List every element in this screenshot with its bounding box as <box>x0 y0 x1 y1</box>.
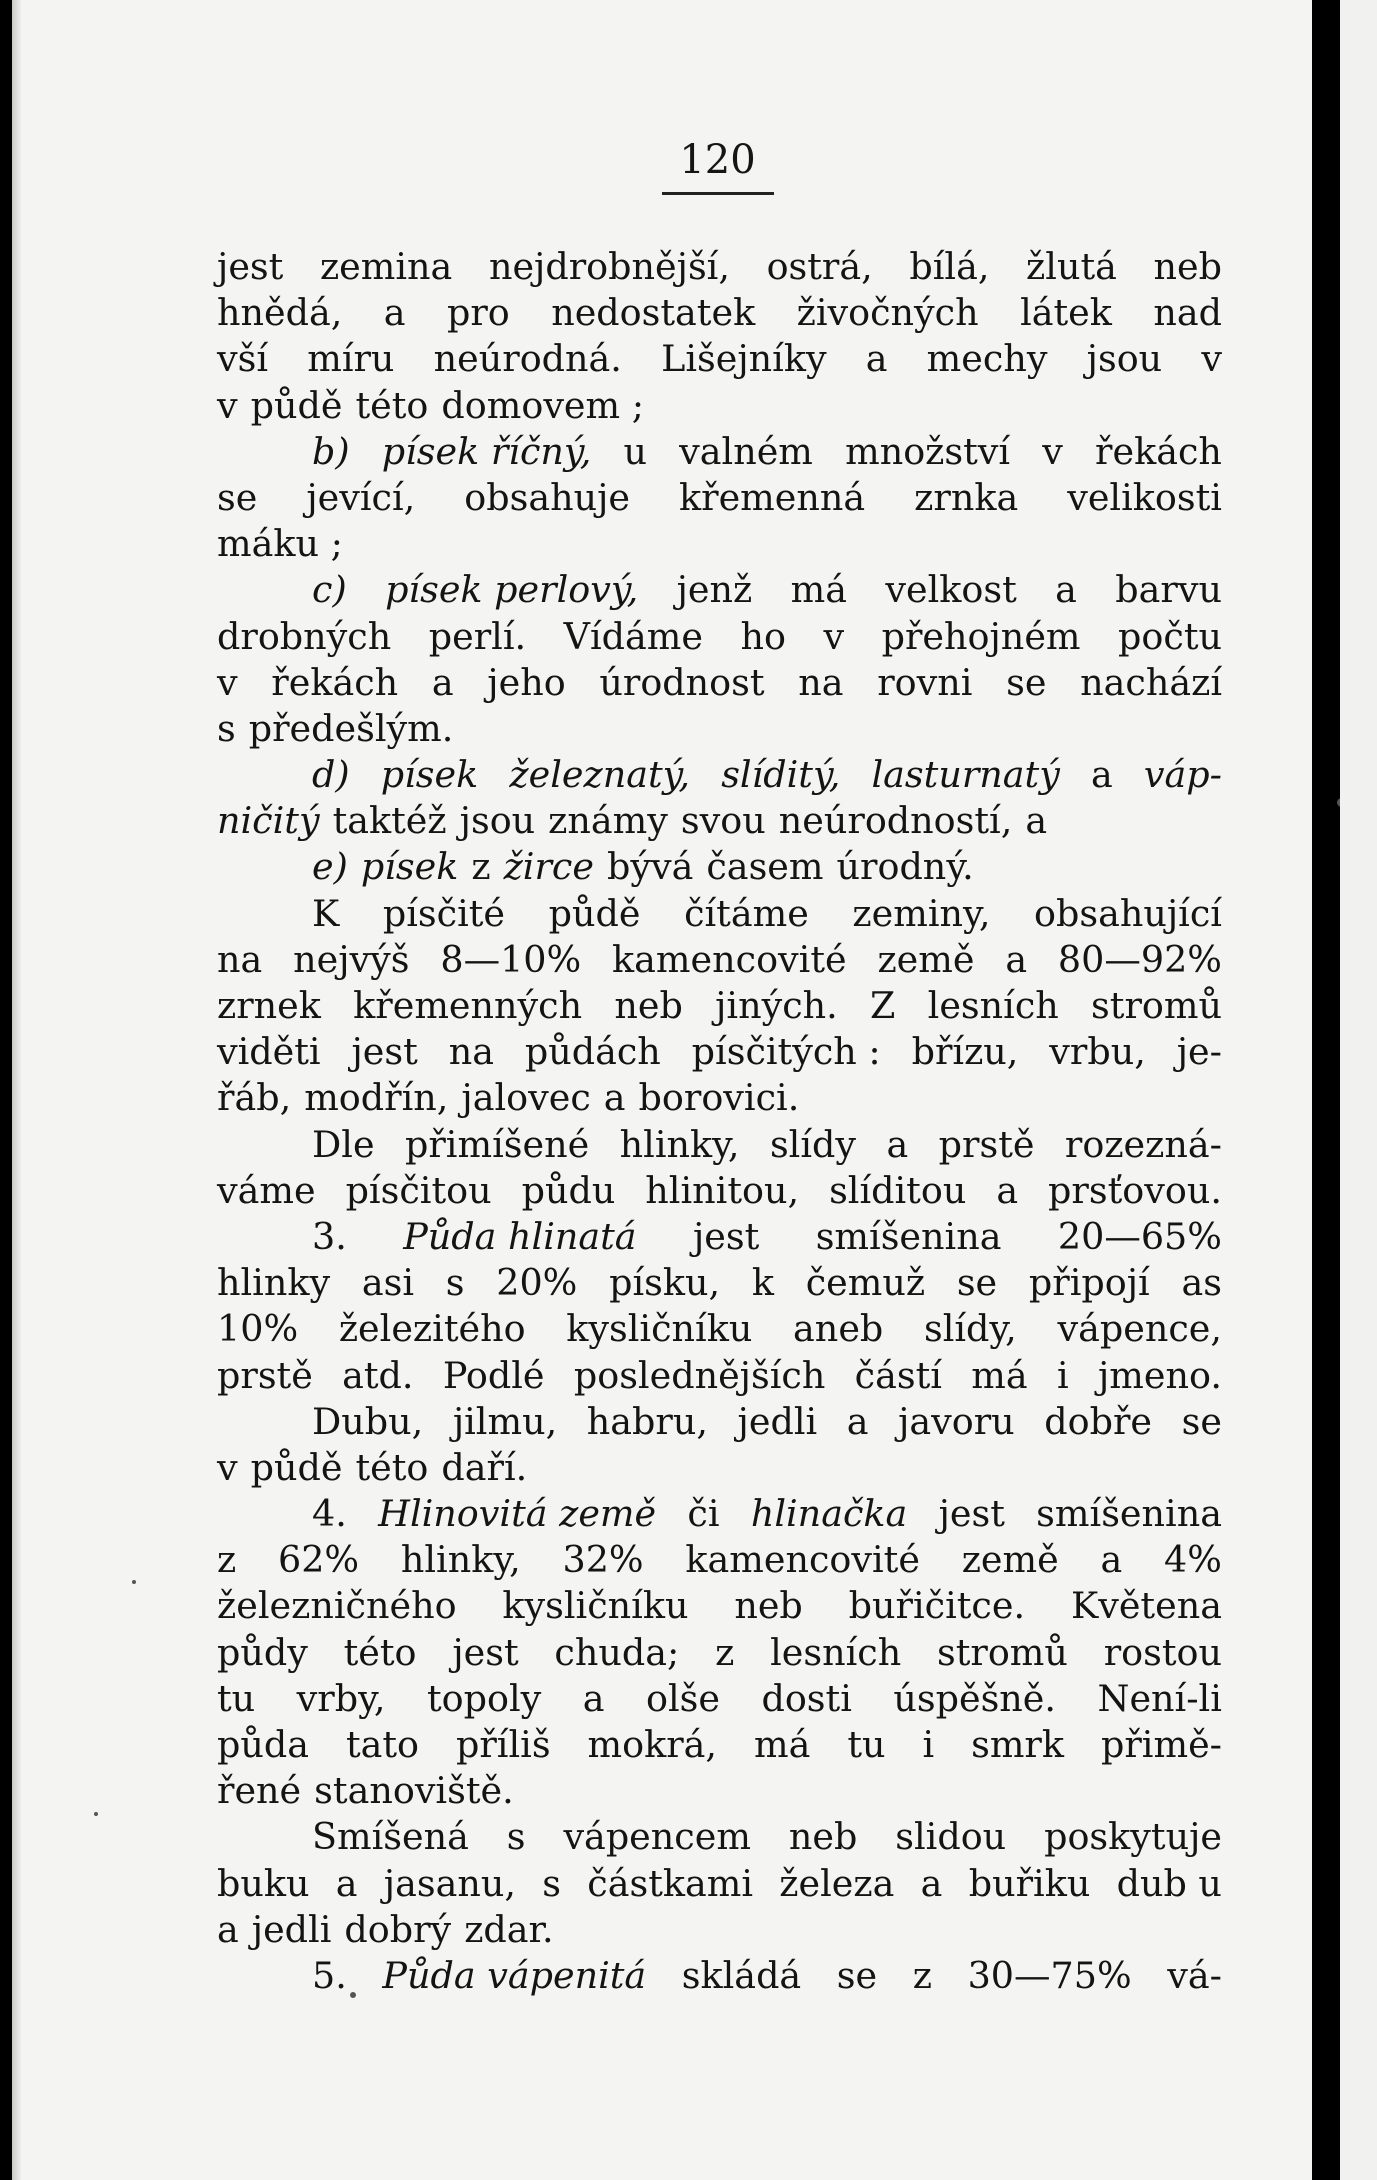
word: poskytuje <box>1044 1815 1222 1859</box>
word: a <box>996 1168 1019 1212</box>
word: úrodný. <box>836 845 974 889</box>
word: stromů <box>936 1630 1068 1674</box>
word: kysličníku <box>502 1584 689 1628</box>
word: řekách <box>1095 429 1222 473</box>
word: buřiku <box>968 1861 1091 1905</box>
text-line <box>217 614 1222 660</box>
text-line <box>217 1907 1222 1953</box>
word: a <box>217 1907 239 1951</box>
text-line <box>217 1075 1222 1121</box>
word: se <box>836 1953 878 1997</box>
word: vrby, <box>296 1676 386 1720</box>
word: asi <box>361 1261 415 1305</box>
word: na <box>217 937 263 981</box>
word: míru <box>307 337 395 381</box>
word: v <box>823 614 845 658</box>
word: jasanu, <box>383 1861 516 1905</box>
word: čítáme <box>684 891 809 935</box>
word: lesních <box>770 1630 902 1674</box>
word: javoru <box>898 1399 1015 1443</box>
word: půdě <box>250 383 343 427</box>
word: Podlé <box>442 1353 545 1397</box>
word: křemenných <box>353 984 583 1027</box>
word: valném <box>679 429 813 473</box>
text-line <box>217 1306 1222 1352</box>
word: neb <box>614 984 683 1027</box>
word: řekách <box>271 660 399 704</box>
word: Hlinovitá země <box>378 1492 657 1536</box>
word: vší <box>217 337 269 381</box>
word: i <box>922 1723 935 1766</box>
word: písek <box>360 845 459 889</box>
word: z <box>715 1630 735 1674</box>
word: jedli <box>251 1907 332 1951</box>
word: velkost <box>885 568 1017 612</box>
word: řáb, <box>217 1076 292 1120</box>
word: z <box>471 845 491 889</box>
word: topoly <box>426 1676 542 1720</box>
word: poslednějších <box>573 1353 826 1397</box>
word: jenž <box>676 568 753 612</box>
text-line <box>217 1630 1222 1676</box>
text-line <box>217 1953 1222 1999</box>
word: skládá <box>681 1953 802 1997</box>
text-line <box>217 475 1222 521</box>
word: zrnek <box>217 984 321 1027</box>
word: země <box>961 1538 1059 1582</box>
word: rovni <box>877 660 973 704</box>
word: as <box>1181 1261 1222 1305</box>
word: jest <box>452 1630 519 1674</box>
word: má <box>753 1723 811 1766</box>
word: dobrý <box>344 1907 452 1951</box>
word: půda <box>217 1723 309 1766</box>
word: váme <box>217 1168 316 1212</box>
word: barvu <box>1115 568 1222 612</box>
word: jiných. <box>715 984 838 1027</box>
word: perlí. <box>428 614 527 658</box>
word: nejdrobnější, <box>488 245 730 288</box>
word: Květena <box>1070 1584 1222 1628</box>
word: viděti <box>217 1030 321 1074</box>
word: kysličníku <box>566 1307 753 1351</box>
word: slidou <box>895 1815 1007 1859</box>
word: písčitých : <box>691 1030 881 1074</box>
word: buřičitce. <box>848 1584 1026 1628</box>
word: 10% <box>217 1307 299 1351</box>
text-line <box>217 1861 1222 1907</box>
word: nejvýš <box>293 937 410 981</box>
word: a <box>335 1861 358 1905</box>
word: a <box>582 1676 605 1720</box>
word: půdách <box>524 1030 661 1074</box>
word: neúrodností, <box>778 799 1013 843</box>
word: písek perlový, <box>385 568 639 612</box>
word: svou <box>680 799 766 843</box>
word: neb <box>1153 245 1222 288</box>
word: a <box>865 337 888 381</box>
word: Dubu, <box>312 1399 424 1443</box>
word: písčitou <box>345 1168 492 1212</box>
text-line <box>217 1029 1222 1075</box>
text-line <box>217 660 1222 706</box>
word: břízu, <box>911 1030 1019 1074</box>
word: v <box>217 1445 238 1489</box>
word: Smíšená <box>312 1815 469 1859</box>
word: čemuž <box>805 1261 926 1305</box>
text-line <box>217 752 1222 798</box>
word: se <box>1181 1399 1222 1443</box>
word: Není-li <box>1097 1676 1222 1720</box>
word: buku <box>217 1861 310 1905</box>
word: 32% <box>562 1538 644 1582</box>
word: Z <box>870 984 896 1027</box>
word: železnatý, <box>509 753 691 797</box>
word: vrbu, <box>1049 1030 1146 1074</box>
word: a <box>383 291 406 335</box>
word: pro <box>446 291 510 335</box>
word: nachází <box>1080 660 1222 704</box>
word: ostrá, <box>766 245 873 288</box>
paper-speck <box>94 1812 98 1816</box>
text-line <box>217 429 1222 475</box>
book-page <box>12 0 1312 2180</box>
word: slíditý, <box>721 753 841 797</box>
word: modřín, <box>304 1076 449 1120</box>
text-line <box>217 383 1222 429</box>
word: přimíšené <box>404 1122 590 1166</box>
word: počtu <box>1118 614 1222 658</box>
word: vá- <box>1167 1953 1222 1997</box>
word: živočných <box>796 291 979 335</box>
word: smíšenina <box>815 1214 1002 1258</box>
word: tato <box>345 1723 420 1766</box>
text-line <box>217 521 1222 567</box>
word: úrodnost <box>599 660 765 704</box>
word: křemenná <box>679 475 866 519</box>
word: písek říčný, <box>381 429 592 473</box>
text-line <box>217 1445 1222 1491</box>
word: K <box>312 891 340 935</box>
word: neb <box>734 1584 803 1628</box>
word: drobných <box>217 614 392 658</box>
word: půdy <box>217 1630 308 1674</box>
word: mechy <box>926 337 1048 381</box>
word: písčité <box>382 891 506 935</box>
word: zrnka <box>914 475 1019 519</box>
word: se <box>217 475 258 519</box>
word: jilmu, <box>452 1399 558 1443</box>
text-line <box>217 1168 1222 1214</box>
word: půdě <box>548 891 641 935</box>
word: rostou <box>1103 1630 1222 1674</box>
word: ničitý <box>217 799 320 843</box>
word: smíšenina <box>1036 1492 1222 1536</box>
word: dobře <box>1044 1399 1153 1443</box>
word: země <box>877 937 975 981</box>
word: železitého <box>338 1307 526 1351</box>
word: tu <box>217 1676 256 1720</box>
word: částí <box>854 1353 942 1397</box>
word: z <box>217 1538 237 1582</box>
word: vápencem <box>563 1815 751 1859</box>
word: dub u <box>1116 1861 1222 1905</box>
word: b) <box>312 429 350 473</box>
text-line <box>217 1399 1222 1445</box>
word: prstě <box>217 1353 313 1397</box>
word: 20% <box>496 1261 578 1305</box>
word: této <box>343 1630 417 1674</box>
text-line <box>217 798 1222 844</box>
word: a <box>1091 753 1113 797</box>
word: jsou <box>459 799 536 843</box>
text-line <box>217 1214 1222 1260</box>
page-number-underline <box>662 192 774 195</box>
word: jest <box>692 1214 760 1258</box>
word: příliš <box>455 1723 551 1766</box>
word: aneb <box>793 1307 884 1351</box>
word: a <box>1025 799 1048 843</box>
word: stanoviště. <box>314 1769 514 1813</box>
word: zeminy, <box>852 891 991 935</box>
word: jmeno. <box>1097 1353 1222 1397</box>
word: připojí <box>1028 1261 1150 1305</box>
word: kamencovité <box>685 1538 920 1582</box>
word: je- <box>1176 1030 1222 1074</box>
word: písku, <box>609 1261 721 1305</box>
text-line <box>217 1583 1222 1629</box>
word: a <box>886 1122 909 1166</box>
word: jest <box>217 245 284 288</box>
word: slídy <box>769 1122 857 1166</box>
word: taktéž <box>332 799 447 843</box>
word: bílá, <box>909 245 990 288</box>
word: i <box>1056 1353 1069 1397</box>
word: v <box>217 383 238 427</box>
text-line <box>217 706 1222 752</box>
word: bývá <box>606 845 694 889</box>
word: 62% <box>277 1538 360 1582</box>
word: váp- <box>1143 753 1222 797</box>
word: e) <box>312 845 348 889</box>
word: habru, <box>586 1399 708 1443</box>
word: půdu <box>521 1168 616 1212</box>
word: částkami <box>587 1861 754 1905</box>
word: tu <box>847 1723 886 1766</box>
text-line <box>217 1353 1222 1399</box>
word: nedostatek <box>551 291 756 335</box>
word: u <box>623 429 647 473</box>
text-line <box>217 290 1222 336</box>
word: jalovec <box>461 1076 591 1120</box>
word: zdar. <box>464 1907 554 1951</box>
word: borovici. <box>638 1076 800 1120</box>
word: smrk <box>971 1723 1065 1766</box>
word: žlutá <box>1026 245 1117 288</box>
word: 80—92% <box>1057 937 1222 981</box>
word: olše <box>645 1676 720 1720</box>
word: chuda; <box>554 1630 680 1674</box>
text-line <box>217 567 1222 613</box>
text-line <box>217 983 1222 1029</box>
word: množství <box>845 429 1011 473</box>
word: jsou <box>1086 337 1163 381</box>
word: jevící, <box>306 475 416 519</box>
text-line <box>217 1537 1222 1583</box>
word: lasturnatý <box>871 753 1060 797</box>
word: 3. <box>312 1214 347 1258</box>
text-line <box>217 1722 1222 1768</box>
word: c) <box>312 568 347 612</box>
word: 5. <box>312 1953 347 1997</box>
word: slídy, <box>923 1307 1017 1351</box>
word: úspěšně. <box>893 1676 1057 1720</box>
text-line <box>217 1676 1222 1722</box>
word: předešlým. <box>248 706 454 750</box>
text-line <box>217 1491 1222 1537</box>
word: daří. <box>441 1445 528 1489</box>
word: časem <box>706 845 824 889</box>
word: atd. <box>342 1353 414 1397</box>
word: hnědá, <box>217 291 343 335</box>
word: rozezná- <box>1064 1122 1222 1166</box>
body-text <box>217 244 1222 1999</box>
word: domovem ; <box>441 383 645 427</box>
word: známy <box>548 799 668 843</box>
word: a <box>1100 1538 1123 1582</box>
word: obsahující <box>1034 891 1222 935</box>
word: 20—65% <box>1057 1214 1222 1258</box>
paper-speck <box>132 1580 136 1584</box>
word: k <box>751 1261 774 1305</box>
word: neúrodná. <box>433 337 622 381</box>
word: této <box>355 383 429 427</box>
word: 4. <box>312 1492 347 1536</box>
word: této <box>355 1445 429 1489</box>
word: z <box>912 1953 932 1997</box>
word: hlinky, <box>619 1122 740 1166</box>
word: na <box>448 1030 494 1074</box>
text-line <box>217 937 1222 983</box>
word: a <box>1055 568 1077 612</box>
text-line <box>217 1122 1222 1168</box>
word: přimě- <box>1100 1723 1222 1766</box>
word: d) <box>312 753 350 797</box>
word: má <box>971 1353 1028 1397</box>
word: velikosti <box>1067 475 1222 519</box>
word: s <box>217 706 236 750</box>
word: mokrá, <box>587 1723 718 1766</box>
word: železničného <box>217 1584 457 1628</box>
word: s <box>506 1815 526 1859</box>
word: v <box>1042 429 1063 473</box>
word: se <box>1006 660 1047 704</box>
word: zemina <box>319 245 453 288</box>
word: Lišejníky <box>661 337 827 381</box>
word: jeho <box>487 660 566 704</box>
word: řené <box>217 1769 302 1813</box>
word: má <box>790 568 847 612</box>
paper-speck <box>350 1992 356 1998</box>
word: hlinitou, <box>645 1168 800 1212</box>
word: hlinky, <box>400 1538 521 1582</box>
word: 8—10% <box>440 937 582 981</box>
word: žirce <box>503 845 594 889</box>
page-number: 120 <box>679 137 756 183</box>
word: 30—75% <box>967 1953 1132 1997</box>
word: v <box>1201 337 1222 381</box>
text-line <box>217 336 1222 382</box>
next-page-edge <box>1340 0 1377 2180</box>
word: dosti <box>761 1676 852 1720</box>
word: Půda hlinatá <box>403 1214 637 1258</box>
word: či <box>687 1492 720 1536</box>
word: látek <box>1020 291 1112 335</box>
word: a <box>920 1861 943 1905</box>
text-line <box>217 244 1222 290</box>
word: jest <box>351 1030 418 1074</box>
text-line <box>217 1768 1222 1814</box>
word: vápence, <box>1057 1307 1222 1351</box>
word: s <box>445 1261 465 1305</box>
word: na <box>798 660 844 704</box>
word: lesních <box>927 984 1059 1027</box>
word: ho <box>740 614 786 658</box>
text-line <box>217 1260 1222 1306</box>
word: a <box>603 1076 626 1120</box>
text-line <box>217 1814 1222 1860</box>
word: kamencovité <box>612 937 847 981</box>
word: v <box>217 660 238 704</box>
word: přehojném <box>881 614 1081 658</box>
word: hlinky <box>217 1261 331 1305</box>
word: Vídáme <box>563 614 703 658</box>
text-line <box>217 844 1222 890</box>
word: a <box>1005 937 1028 981</box>
word: neb <box>788 1815 858 1859</box>
word: jest <box>938 1492 1005 1536</box>
word: nad <box>1153 291 1222 335</box>
word: jedli <box>737 1399 818 1443</box>
word: železa <box>779 1861 895 1905</box>
word: slíditou <box>829 1168 967 1212</box>
word: hlinačka <box>750 1492 908 1536</box>
word: písek <box>380 753 479 797</box>
word: obsahuje <box>464 475 631 519</box>
word: a <box>846 1399 869 1443</box>
word: prstě <box>938 1122 1035 1166</box>
word: se <box>956 1261 998 1305</box>
word: a <box>431 660 454 704</box>
word: s <box>542 1861 561 1905</box>
word: Dle <box>312 1122 375 1166</box>
word: půdě <box>250 1445 343 1489</box>
word: Půda vápenitá <box>382 1953 647 1997</box>
word: máku ; <box>217 522 343 566</box>
word: stromů <box>1091 984 1222 1027</box>
word: 4% <box>1164 1538 1222 1582</box>
word: prsťovou. <box>1048 1168 1222 1212</box>
text-line <box>217 891 1222 937</box>
